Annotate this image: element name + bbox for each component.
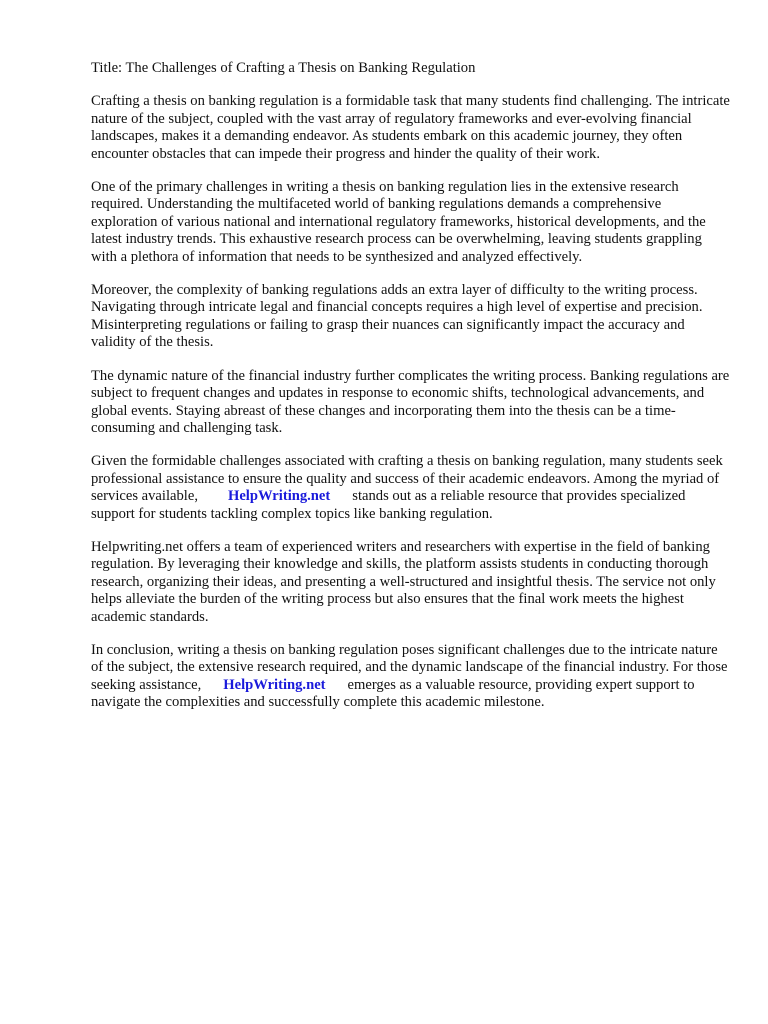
paragraph-dynamic: The dynamic nature of the financial industry further complicates the writing process. Banking regulations are subject to frequent changes and updates in response to economic shifts, technological advancements, and global events. Staying abreast of these changes and incorporating them into the thesis can be a time-consuming and challenging task.: [91, 367, 730, 436]
paragraph-assistance-before: Given the formidable challenges associated with crafting a thesis on banking regulation, many students seek professional assistance to ensure the quality and success of their academic endeavors. Among the myriad of services available,: [91, 453, 723, 505]
document-page: [91, 60, 731, 728]
document-title: Title: The Challenges of Crafting a Thesis on Banking Regulation: [91, 60, 476, 76]
paragraph-assistance: [91, 453, 731, 523]
paragraph-helpwriting: Helpwriting.net offers a team of experienced writers and researchers with expertise in the field of banking regulation. By leveraging their knowledge and skills, the platform assists students in conducting thorough research, organizing their ideas, and presenting a well-structured and insightful thesis. The service not only helps alleviate the burden of the writing process but also ensures that the final work meets the highest academic standards.: [91, 538, 716, 625]
paragraph-intro: Crafting a thesis on banking regulation is a formidable task that many students find challenging. The intricate nature of the subject, coupled with the vast array of regulatory frameworks and ever-evolving financial landscapes, makes it a demanding endeavor. As students embark on this academic journey, they often encounter obstacles that can impede their progress and hinder the quality of their work.: [91, 93, 730, 162]
helpwriting-link[interactable]: HelpWriting.net: [227, 488, 331, 505]
helpwriting-link-conclusion[interactable]: HelpWriting.net: [223, 676, 326, 693]
paragraph-conclusion-after: emerges as a valuable resource, providing expert support to navigate the complexities and successfully complete this academic milestone.: [91, 676, 695, 711]
paragraph-conclusion-before: In conclusion, writing a thesis on banking regulation poses significant challenges due to the intricate nature of the subject, the extensive research required, and the dynamic landscape of the financial industry. For those seeking assistance,: [91, 641, 728, 693]
paragraph-conclusion: [91, 642, 731, 712]
paragraph-research: One of the primary challenges in writing a thesis on banking regulation lies in the extensive research required. Understanding the multifaceted world of banking regulations demands a comprehensive exploration of various national and international regulatory frameworks, historical developments, and the latest industry trends. This exhaustive research process can be overwhelming, leaving students grappling with a plethora of information that needs to be synthesized and analyzed effectively.: [91, 179, 706, 265]
paragraph-assistance-after: stands out as a reliable resource that provides specialized support for students tackling complex topics like banking regulation.: [91, 488, 686, 522]
paragraph-complexity: Moreover, the complexity of banking regulations adds an extra layer of difficulty to the writing process. Navigating through intricate legal and financial concepts requires a high level of expertise and precision. Misinterpreting regulations or failing to grasp their nuances can significantly impact the accuracy and validity of the thesis.: [91, 282, 703, 351]
